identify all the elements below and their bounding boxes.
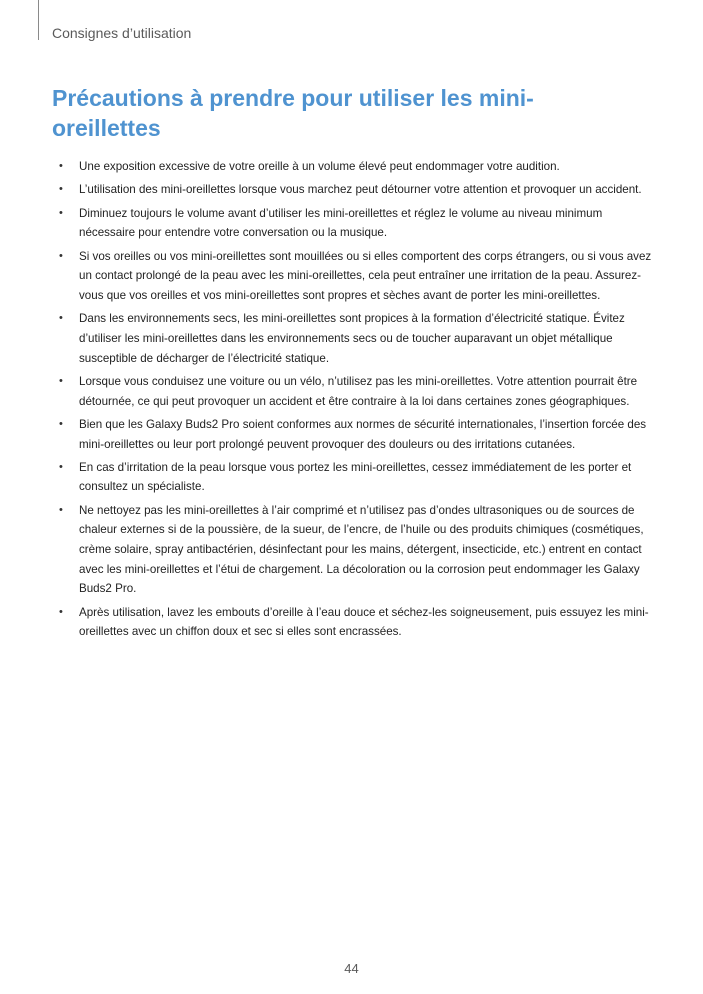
bullet-icon: • [59,374,63,387]
bullet-icon: • [59,605,63,618]
list-item-text: Lorsque vous conduisez une voiture ou un vélo, n’utilisez pas les mini-oreillettes. Votre attention pourrait être détournée, ce qui peut provoquer un accident et être contraire à la loi dans certaines zones géographiques. [79,374,638,408]
list-item-text: Si vos oreilles ou vos mini-oreillettes sont mouillées ou si elles comportent des corps étrangers, ou si vous avez un contact prolongé de la peau avec les mini-oreillettes, cela peut entraîner une irritation de la peau. Assurez-vous que vos oreilles et vos mini-oreillettes sont propres et sèches avant de porter les mini-oreillettes. [79,249,652,302]
bullet-icon: • [59,249,63,262]
list-item [52,501,652,599]
list-item-text: Diminuez toujours le volume avant d’utiliser les mini-oreillettes et réglez le volume au niveau minimum nécessaire pour entendre votre conversation ou la musique. [79,206,603,240]
list-item [52,204,652,243]
list-item [52,180,652,200]
list-item [52,372,652,411]
bullet-icon: • [59,417,63,430]
list-item [52,247,652,306]
list-item-text: Dans les environnements secs, les mini-oreillettes sont propices à la formation d’électricité statique. Évitez d’utiliser les mini-oreillettes dans les environnements secs ou de toucher auparavant un objet métallique susceptible de décharger de l’électricité statique. [79,312,625,365]
list-item [52,157,652,177]
page-title: Précautions à prendre pour utiliser les mini-oreillettes [52,85,534,141]
section-header: Consignes d’utilisation [52,25,192,41]
list-item [52,415,652,454]
bullet-icon: • [59,206,63,219]
margin-rule [38,0,39,40]
precautions-list [52,157,652,646]
list-item [52,603,652,642]
page-number: 44 [344,961,359,976]
list-item [52,309,652,368]
bullet-icon: • [59,503,63,516]
bullet-icon: • [59,160,63,172]
list-item-text: Une exposition excessive de votre oreille à un volume élevé peut endommager votre audition. [79,160,560,173]
list-item-text: Ne nettoyez pas les mini-oreillettes à l’air comprimé et n’utilisez pas d’ondes ultrasoniques ou de sources de chaleur externes si de la poussière, de la sueur, de l’encre, de l’huile ou des produits chimiques (cosmétiques, crème solaire, spray antibactérien, désinfectant pour les mains, détergent, insecticide, etc.) entrent en contact avec les mini-oreillettes et l’étui de chargement. La décoloration ou la corrosion peut endommager les Galaxy Buds2 Pro. [79,503,644,596]
list-item [52,458,652,497]
list-item-text: Bien que les Galaxy Buds2 Pro soient conformes aux normes de sécurité internationales, l’insertion forcée des mini-oreillettes ou leur port prolongé peuvent provoquer des douleurs ou des irritations cutanées. [79,417,647,451]
list-item-text: L’utilisation des mini-oreillettes lorsque vous marchez peut détourner votre attention et provoquer un accident. [79,183,642,197]
list-item-text: En cas d’irritation de la peau lorsque vous portez les mini-oreillettes, cessez immédiatement de les porter et consultez un spécialiste. [79,460,632,494]
list-item-text: Après utilisation, lavez les embouts d’oreille à l’eau douce et séchez-les soigneusement, puis essuyez les mini-oreillettes avec un chiffon doux et sec si elles sont encrassées. [79,605,649,639]
bullet-icon: • [59,460,63,473]
bullet-icon: • [59,312,63,325]
bullet-icon: • [59,183,63,196]
